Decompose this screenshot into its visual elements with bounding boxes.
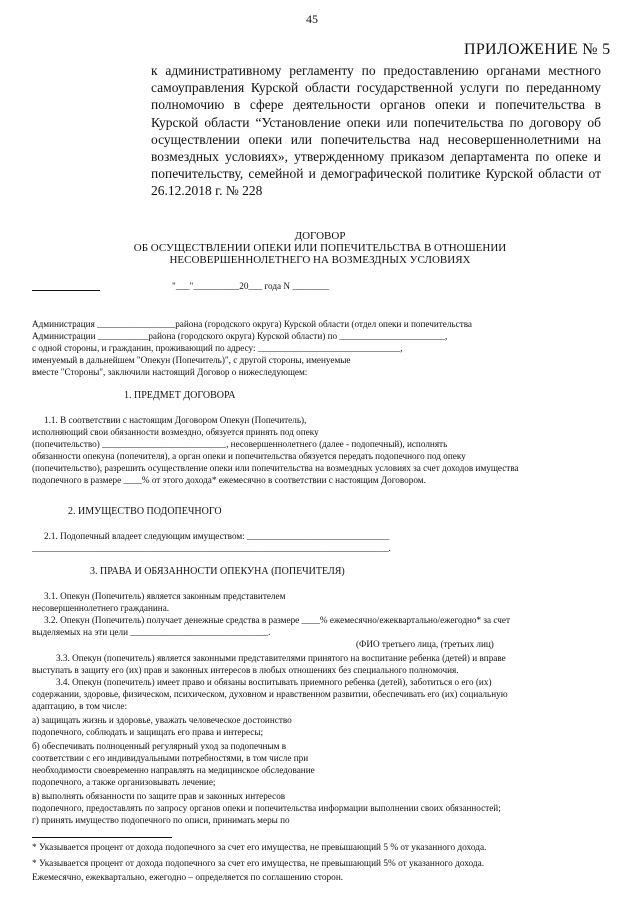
preamble-line: с одной стороны, и гражданин, проживающий по адресу: _______________________________, [32, 343, 403, 353]
clause-line: адаптацию, в том числе: [32, 701, 128, 711]
clause-line: (ФИО третьего лица, (третьих лиц) [356, 639, 494, 649]
preamble-line: именуемый в дальнейшем "Опекун (Попечитель)", с другой стороны, именуемые [32, 355, 351, 365]
preamble-line: Администрации ___________района (городского округа) Курской области) по _______________________, [32, 331, 448, 341]
clause-line: необходимости своевременно направлять на медицинское обследование [32, 765, 315, 775]
clause-line: подопечного, соблюдать и защищать его права и интересы; [32, 727, 264, 737]
contract-title: ДОГОВОР [294, 230, 346, 242]
footnote: * Указывается процент от дохода подопечного за счет его имущества, не превышающий 5 % от указанного дохода. [32, 843, 487, 853]
clause-line: 3.1. Опекун (Попечитель) является законным представителем [44, 591, 286, 601]
contract-subtitle: НЕСОВЕРШЕННОЛЕТНЕГО НА ВОЗМЕЗДНЫХ УСЛОВИЯХ [169, 254, 471, 266]
contract-date-line: "___"__________20___ года N ________ [172, 281, 330, 291]
clause-line: в) выполнять обязанности по защите прав и законных интересов [32, 791, 286, 801]
preamble-line: вместе "Стороны", заключили настоящий Договор о нижеследующем: [32, 367, 308, 377]
clause-line: подопечного, предоставлять по запросу органов опеки и попечительства информации выполнении своих обязанностей; [32, 803, 501, 813]
clause-line: 3.2. Опекун (Попечитель) получает денежные средства в размере ____% ежемесячно/ежеквартально/ежегодно* за счет [44, 615, 511, 625]
clause-line: (попечительство), разрешить осуществление опеки или попечительства на возмездных условиях за счет доходов имущества [32, 463, 519, 473]
clause-line: а) защищать жизнь и здоровье, уважать человеческое достоинство [32, 715, 292, 725]
preamble-line: Администрация _________________района (городского округа) Курской области (отдел опеки и попечительства [32, 319, 473, 329]
footnote: Ежемесячно, ежеквартально, ежегодно – определяется по соглашению сторон. [32, 873, 344, 883]
clause-line: ___________________________________________________________________________________. [32, 543, 391, 553]
footnote-divider [32, 837, 172, 838]
clause-line: г) принять имущество подопечного по описи, принимать меры по [32, 815, 290, 825]
section-heading: 2. ИМУЩЕСТВО ПОДОПЕЧНОГО [68, 506, 222, 517]
section-heading: 3. ПРАВА И ОБЯЗАННОСТИ ОПЕКУНА (ПОПЕЧИТЕЛЯ) [90, 566, 345, 577]
clause-line: обязанности опекуна (попечителя), а орган опеки и попечительства обязуется передать подопечного под опеку [32, 451, 466, 461]
clause-line: б) обеспечивать полноценный регулярный уход за подопечным в [32, 741, 287, 751]
appendix-title: ПРИЛОЖЕНИЕ № 5 [464, 41, 611, 58]
footnote: * Указывается процент от дохода подопечного за счет его имущества, не превышающий 5% от указанного дохода. [32, 859, 485, 869]
clause-line: выступать в защиту его (их) прав и законных интересов в любых отношениях без специального полномочия. [32, 665, 459, 675]
clause-line: исполняющий свои обязанности возмездно, обязуется принять под опеку [32, 427, 319, 437]
clause-line: подопечного, а также организовывать лечение; [32, 777, 216, 787]
clause-line: 3.3. Опекун (попечитель) является законными представителями принятого на воспитание ребенка (детей) и вправе [56, 653, 506, 663]
clause-line: подопечного в размере ____% от этого дохода* ежемесячно в соответствии с настоящим Договором. [32, 475, 426, 485]
page-number: 45 [306, 12, 318, 26]
clause-line: выделяемых на эти цели ______________________________. [32, 627, 271, 637]
clause-line: содержании, здоровье, физическом, психическом, духовном и нравственном развитии, обеспечивать его (их) социальную [32, 689, 508, 699]
contract-subtitle: ОБ ОСУЩЕСТВЛЕНИИ ОПЕКИ ИЛИ ПОПЕЧИТЕЛЬСТВА В ОТНОШЕНИИ [133, 242, 507, 254]
clause-line: 1.1. В соответствии с настоящим Договором Опекун (Попечитель), [44, 415, 307, 425]
clause-line: несовершеннолетнего гражданина. [32, 603, 170, 613]
clause-line: (попечительство) ___________________________, несовершеннолетнего (далее - подопечный), исполнять [32, 439, 448, 449]
section-heading: 1. ПРЕДМЕТ ДОГОВОРА [124, 390, 236, 401]
clause-line: 2.1. Подопечный владеет следующим имуществом: _______________________________ [44, 531, 390, 541]
appendix-body: к административному регламенту по предоставлению органами местного самоуправления Курской области государственной услуги по переданному полномочию в сфере деятельности органов опеки и попечительства в Курской области “Установление опеки или попечительства по договору об осуществлении опеки или попечительства над несовершеннолетними на возмездных условиях», утвержденному приказом департамента по опеке и попечительству, семейной и демографической политике Курской области от 26.12.2018 г. № 228 [151, 63, 601, 199]
place-blank-line [32, 290, 100, 291]
clause-line: 3.4. Опекун (попечитель) имеет право и обязаны воспитывать приемного ребенка (детей), заботиться о его (их) [56, 677, 492, 687]
clause-line: соответствии с его индивидуальными потребностями, в том числе при [32, 753, 309, 763]
